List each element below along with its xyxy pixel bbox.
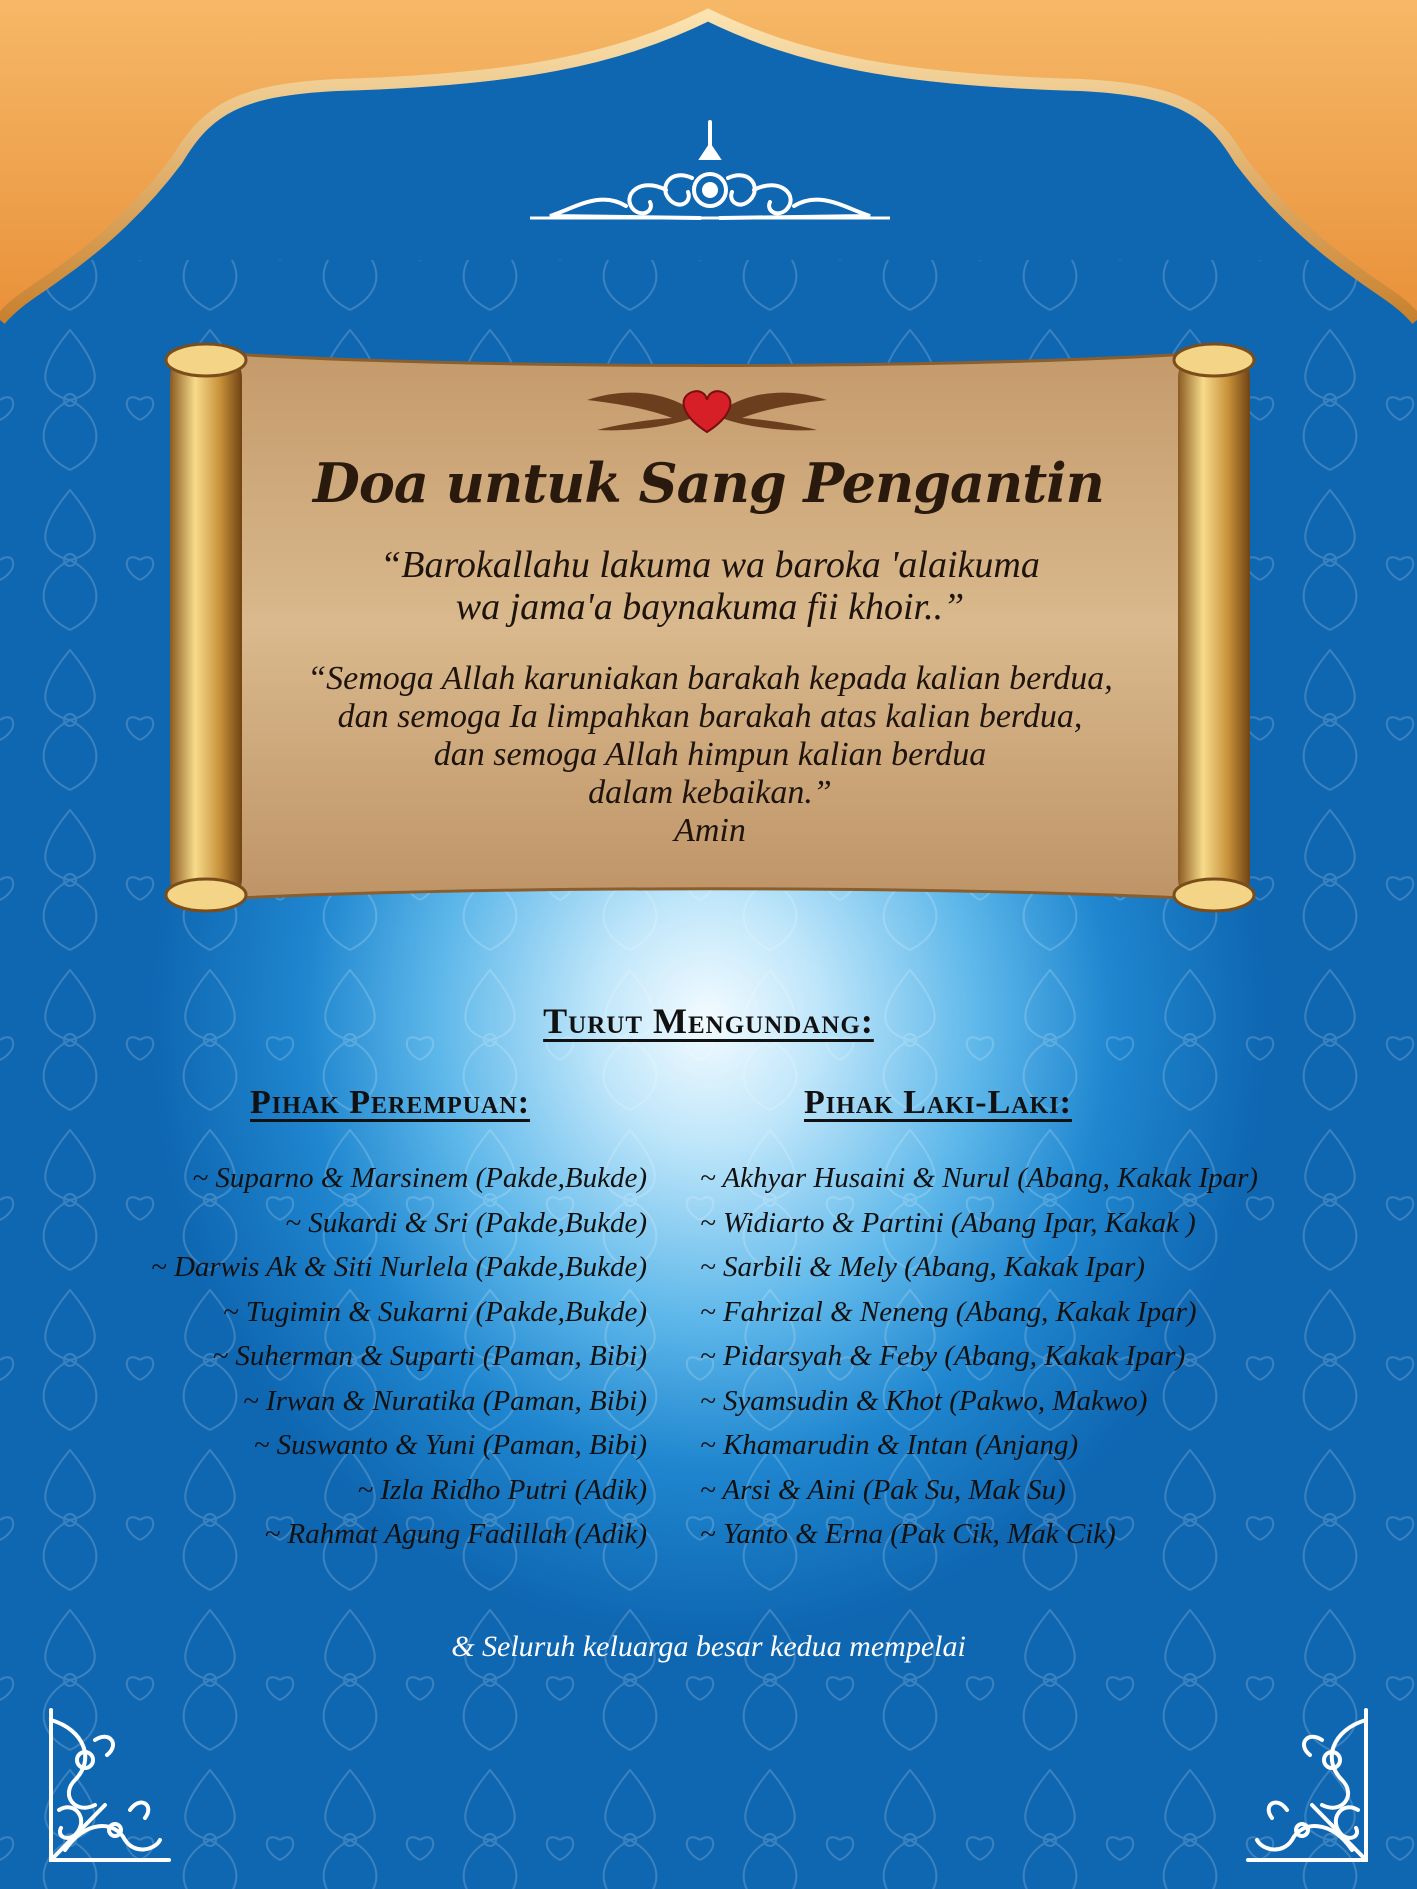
groom-side-heading: Pihak Laki-Laki: bbox=[804, 1084, 1072, 1121]
corner-ornament-left-icon bbox=[45, 1700, 175, 1865]
prayer-meaning bbox=[260, 660, 1160, 850]
crown-ornament-icon bbox=[530, 118, 890, 228]
family-footer: & Seluruh keluarga besar kedua mempelai bbox=[451, 1630, 966, 1663]
meaning-line: dan semoga Ia limpahkan barakah atas kalian berdua, bbox=[337, 698, 1083, 735]
list-item: ~ Khamarudin & Intan (Anjang) bbox=[700, 1429, 1079, 1461]
bride-side-list bbox=[151, 1156, 647, 1557]
corner-ornament-right-icon bbox=[1242, 1700, 1372, 1865]
list-item: ~ Suswanto & Yuni (Paman, Bibi) bbox=[253, 1429, 647, 1461]
list-item: ~ Darwis Ak & Siti Nurlela (Pakde,Bukde) bbox=[151, 1251, 647, 1283]
list-item: ~ Akhyar Husaini & Nurul (Abang, Kakak Ipar) bbox=[700, 1162, 1259, 1194]
prayer-title: Doa untuk Sang Pengantin bbox=[313, 451, 1104, 515]
list-item: ~ Suherman & Suparti (Paman, Bibi) bbox=[212, 1340, 647, 1372]
list-item: ~ Pidarsyah & Feby (Abang, Kakak Ipar) bbox=[700, 1340, 1186, 1372]
list-item: ~ Izla Ridho Putri (Adik) bbox=[357, 1473, 647, 1506]
turut-mengundang-heading: Turut Mengundang: bbox=[543, 1001, 874, 1041]
arabic-prayer bbox=[260, 544, 1160, 628]
list-item: ~ Rahmat Agung Fadillah (Adik) bbox=[264, 1518, 647, 1550]
list-item: ~ Fahrizal & Neneng (Abang, Kakak Ipar) bbox=[700, 1295, 1197, 1328]
amin-line: Amin bbox=[674, 812, 746, 849]
list-item: ~ Sukardi & Sri (Pakde,Bukde) bbox=[285, 1206, 647, 1239]
arabic-line-2: wa jama'a baynakuma fii khoir..” bbox=[455, 586, 965, 628]
bride-side-heading: Pihak Perempuan: bbox=[250, 1084, 531, 1121]
meaning-line: dalam kebaikan.” bbox=[588, 774, 832, 811]
arabic-line-1: “Barokallahu lakuma wa baroka 'alaikuma bbox=[380, 544, 1040, 586]
list-item: ~ Syamsudin & Khot (Pakwo, Makwo) bbox=[700, 1384, 1148, 1417]
list-item: ~ Sarbili & Mely (Abang, Kakak Ipar) bbox=[700, 1251, 1145, 1283]
list-item: ~ Yanto & Erna (Pak Cik, Mak Cik) bbox=[700, 1518, 1116, 1550]
meaning-line: “Semoga Allah karuniakan barakah kepada kalian berdua, bbox=[307, 660, 1113, 697]
meaning-line: dan semoga Allah himpun kalian berdua bbox=[433, 736, 987, 773]
list-item: ~ Widiarto & Partini (Abang Ipar, Kakak ) bbox=[700, 1206, 1196, 1239]
groom-side-list bbox=[700, 1156, 1258, 1557]
list-item: ~ Arsi & Aini (Pak Su, Mak Su) bbox=[700, 1473, 1066, 1506]
list-item: ~ Tugimin & Sukarni (Pakde,Bukde) bbox=[222, 1295, 647, 1328]
list-item: ~ Irwan & Nuratika (Paman, Bibi) bbox=[243, 1384, 647, 1417]
list-item: ~ Suparno & Marsinem (Pakde,Bukde) bbox=[192, 1162, 647, 1194]
winged-heart-icon bbox=[582, 380, 832, 440]
